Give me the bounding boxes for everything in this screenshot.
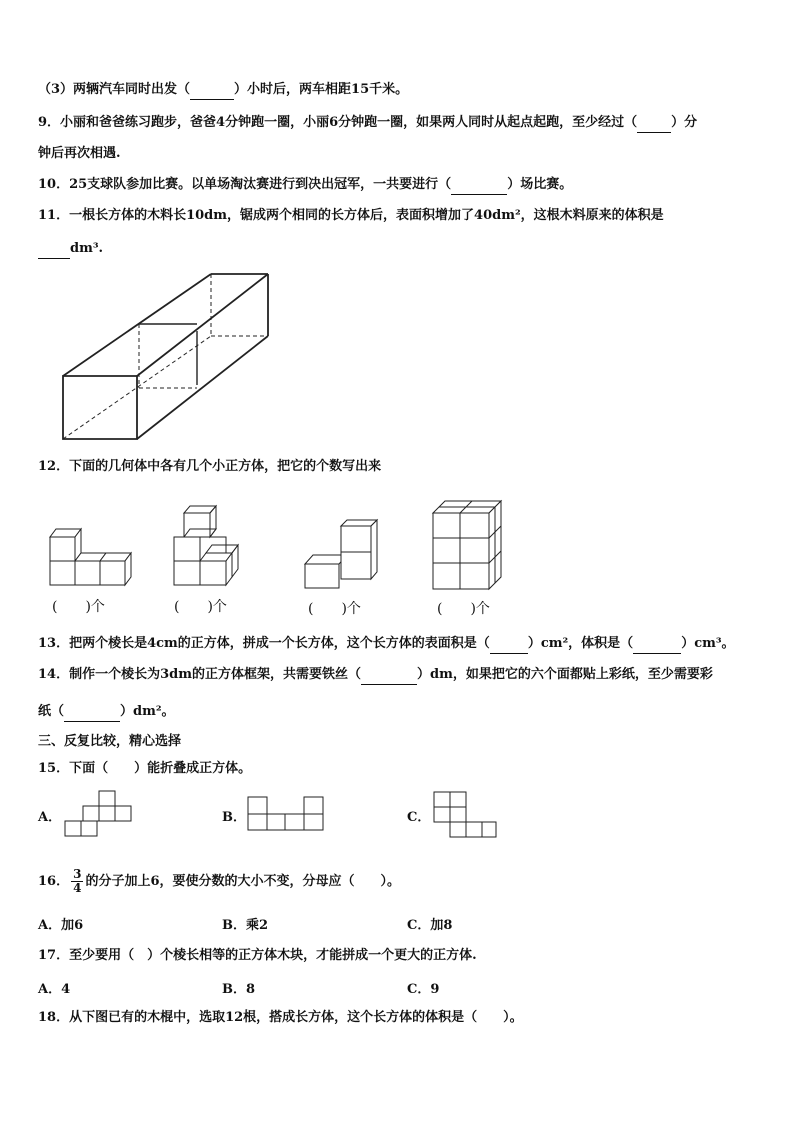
q15-option-b[interactable]: B． bbox=[222, 810, 246, 825]
q14-text-2: 纸（ bbox=[38, 704, 65, 719]
q17-option-b[interactable]: B．8 bbox=[222, 982, 256, 997]
q14-blank-wire[interactable] bbox=[361, 666, 417, 685]
q11-line2 bbox=[38, 240, 103, 259]
q15-text: 15．下面（ ）能折叠成正方体。 bbox=[38, 761, 252, 776]
q13-blank-area[interactable] bbox=[490, 635, 528, 654]
q14-blank-paper[interactable] bbox=[64, 703, 120, 722]
q8-part3-blank[interactable] bbox=[190, 81, 234, 100]
q13-text-end: ）cm³。 bbox=[681, 636, 735, 651]
q11-line1: 11．一根长方体的木料长10dm，锯成两个相同的长方体后，表面积增加了40dm²，这根木料原来的体积是 bbox=[38, 208, 664, 223]
net-figure-c bbox=[432, 790, 498, 838]
q12-caption-1[interactable]: ( )个 bbox=[52, 599, 105, 615]
q18-text: 18．从下图已有的木棍中，选取12根，搭成长方体，这个长方体的体积是（ ）。 bbox=[38, 1010, 523, 1025]
q13 bbox=[38, 635, 735, 654]
q10 bbox=[38, 176, 572, 195]
q13-text-mid: ）cm²，体积是（ bbox=[527, 636, 634, 651]
fraction-three-quarters bbox=[71, 868, 83, 895]
q10-blank[interactable] bbox=[451, 176, 507, 195]
q13-text: 13．把两个棱长是4cm的正方体，拼成一个长方体，这个长方体的表面积是（ bbox=[38, 636, 490, 651]
section-3-heading: 三、反复比较，精心选择 bbox=[38, 734, 182, 749]
q16-option-c[interactable]: C．加8 bbox=[407, 918, 453, 933]
q9-text: 9．小丽和爸爸练习跑步，爸爸4分钟跑一圈，小丽6分钟跑一圈，如果两人同时从起点起跑，至少经过（ bbox=[38, 115, 638, 130]
q16-number: 16． bbox=[38, 874, 70, 889]
fraction-denominator: 4 bbox=[73, 881, 82, 895]
q16 bbox=[38, 868, 400, 895]
q12-text: 12．下面的几何体中各有几个小正方体，把它的个数写出来 bbox=[38, 459, 382, 474]
q10-text-end: ）场比赛。 bbox=[507, 177, 573, 192]
q12-caption-2[interactable]: ( )个 bbox=[174, 599, 227, 615]
q11-unit: dm³. bbox=[70, 241, 104, 256]
q8-part3 bbox=[38, 81, 408, 100]
q15-option-a[interactable]: A． bbox=[38, 810, 62, 825]
cube-figure-4 bbox=[431, 497, 507, 593]
cuboid-figure bbox=[60, 272, 272, 442]
q17-option-c[interactable]: C．9 bbox=[407, 982, 440, 997]
net-figure-b bbox=[247, 796, 325, 832]
q9-line2: 钟后再次相遇. bbox=[38, 146, 121, 161]
q17-text: 17．至少要用（ ）个棱长相等的正方体木块，才能拼成一个更大的正方体. bbox=[38, 948, 477, 963]
q17-option-a[interactable]: A．4 bbox=[38, 982, 71, 997]
q15-option-c[interactable]: C． bbox=[407, 810, 431, 825]
q16-text: 的分子加上6，要使分数的大小不变，分母应（ ）。 bbox=[85, 874, 400, 889]
q16-option-a[interactable]: A．加6 bbox=[38, 918, 84, 933]
q16-option-b[interactable]: B．乘2 bbox=[222, 918, 269, 933]
cube-figure-2 bbox=[172, 518, 248, 588]
cube-figure-3 bbox=[303, 520, 379, 590]
cube-figure-1 bbox=[48, 525, 136, 587]
q9-text-end: ）分 bbox=[671, 115, 698, 130]
q12-caption-4[interactable]: ( )个 bbox=[437, 601, 490, 617]
fraction-numerator: 3 bbox=[73, 867, 82, 881]
net-figure-a bbox=[63, 789, 135, 837]
q13-blank-volume[interactable] bbox=[633, 635, 681, 654]
q8-part3-pre: （3）两辆汽车同时出发（ bbox=[38, 82, 191, 97]
q14-line2 bbox=[38, 703, 175, 722]
q12-caption-3[interactable]: ( )个 bbox=[308, 601, 361, 617]
q11-blank[interactable] bbox=[38, 240, 70, 259]
q9-line1 bbox=[38, 114, 697, 133]
q8-part3-post: ）小时后，两车相距15千米。 bbox=[234, 82, 409, 97]
q10-text: 10．25支球队参加比赛。以单场淘汰赛进行到决出冠军，一共要进行（ bbox=[38, 177, 452, 192]
q14-text-end: ）dm²。 bbox=[120, 704, 175, 719]
q14-line1 bbox=[38, 666, 713, 685]
q14-text: 14．制作一个棱长为3dm的正方体框架，共需要铁丝（ bbox=[38, 667, 361, 682]
q9-blank[interactable] bbox=[637, 114, 671, 133]
q14-text-mid: ）dm，如果把它的六个面都贴上彩纸，至少需要彩 bbox=[416, 667, 713, 682]
